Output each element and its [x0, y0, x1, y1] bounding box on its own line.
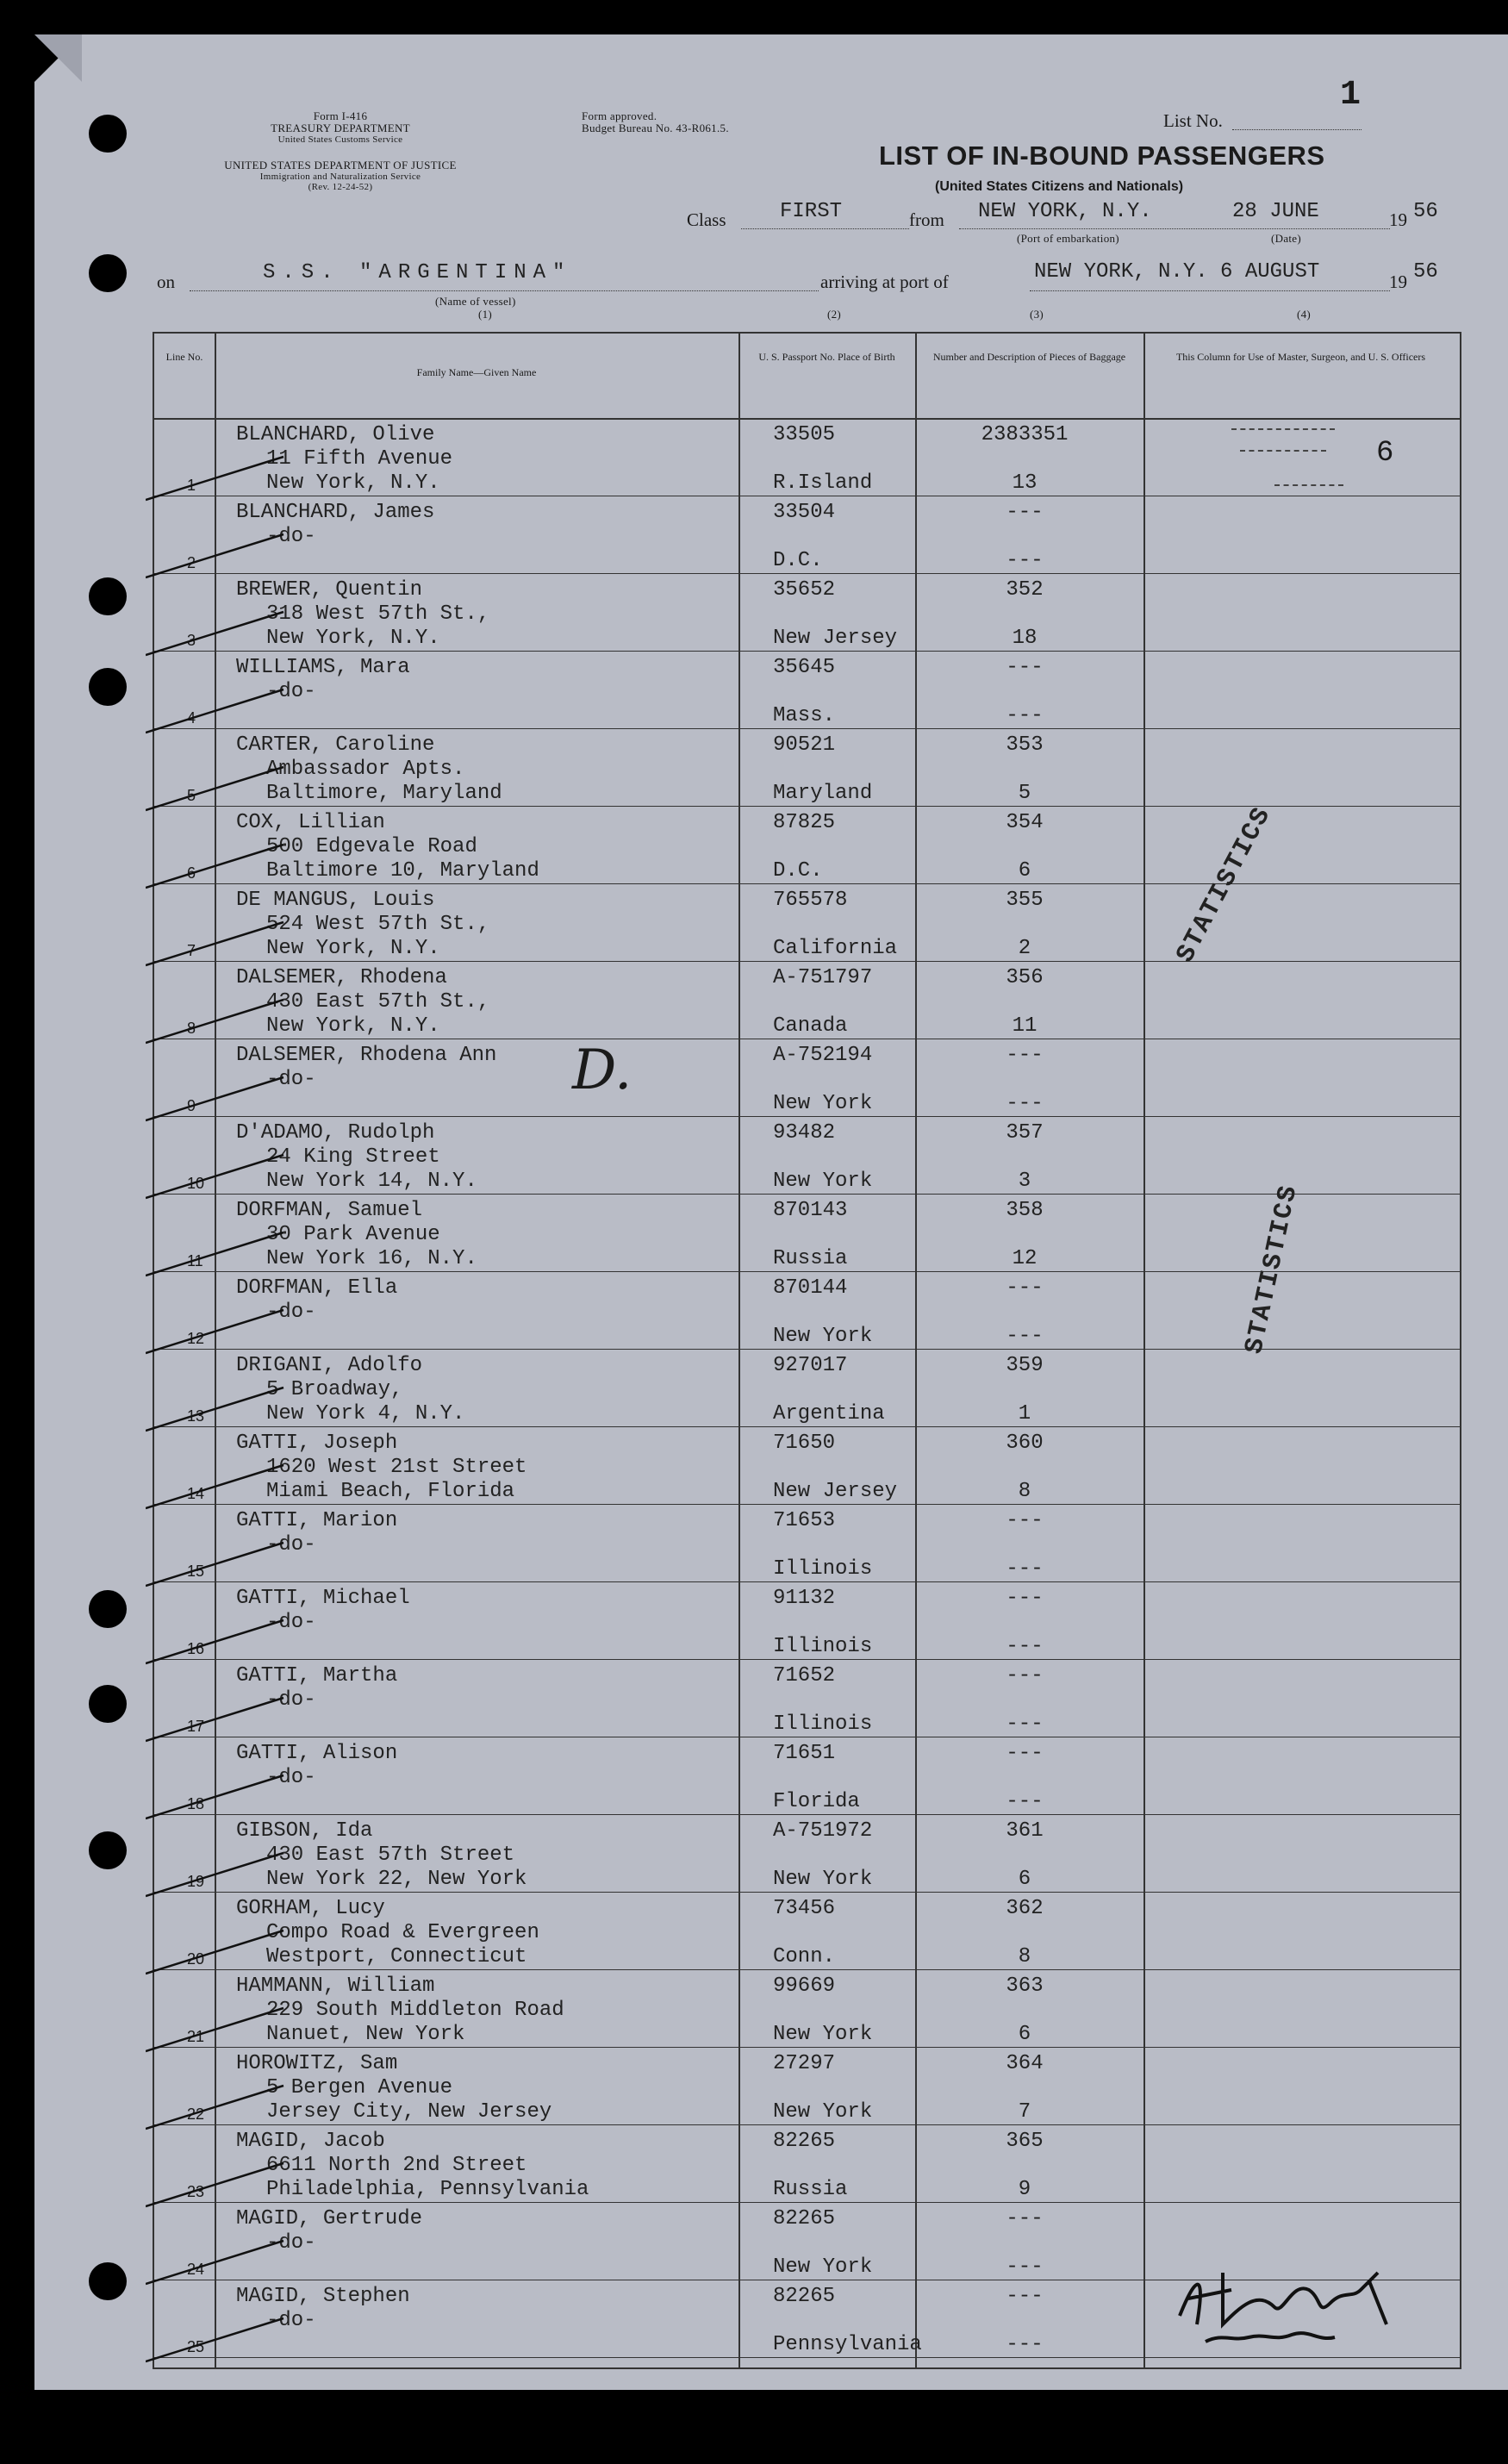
baggage-count: 1: [1018, 1402, 1031, 1425]
passenger-name: HAMMANN, William: [236, 1974, 435, 1998]
place-of-birth: New York: [773, 2100, 873, 2124]
table-row: [154, 1659, 1460, 1737]
address-line-1: 5 Broadway,: [266, 1378, 403, 1401]
table-row: [154, 496, 1460, 573]
address-line-1: 318 West 57th St.,: [266, 602, 490, 626]
baggage-count: ---: [1006, 1325, 1044, 1348]
vessel-caption: (Name of vessel): [435, 295, 516, 308]
address-line-1: -do-: [266, 1611, 316, 1634]
baggage-number: 353: [1006, 733, 1044, 757]
binder-hole: [89, 668, 127, 706]
place-of-birth: Illinois: [773, 1557, 873, 1581]
table-row: [154, 2047, 1460, 2124]
baggage-count: 3: [1018, 1170, 1031, 1193]
address-line-1: 430 East 57th St.,: [266, 990, 490, 1014]
place-of-birth: Illinois: [773, 1712, 873, 1736]
folded-corner: [34, 34, 82, 82]
line-number: 21: [187, 2028, 205, 2045]
officer-mark: 6: [1376, 437, 1394, 470]
address-line-1: Ambassador Apts.: [266, 758, 465, 781]
line-number: 8: [187, 1020, 196, 1037]
place-of-birth: R.Island: [773, 471, 873, 495]
passport-number: 71653: [773, 1509, 836, 1532]
from-underline: [959, 228, 1390, 229]
table-row: [154, 2124, 1460, 2202]
justice-label: UNITED STATES DEPARTMENT OF JUSTICE: [224, 159, 457, 172]
passenger-name: DE MANGUS, Louis: [236, 889, 435, 912]
baggage-count: 7: [1018, 2100, 1031, 2124]
date-caption: (Date): [1271, 232, 1301, 245]
passport-number: 870144: [773, 1276, 848, 1300]
handwritten-signature: [1171, 2255, 1447, 2359]
line-number: 4: [187, 709, 196, 727]
table-row: [154, 651, 1460, 728]
officer-dash: [1240, 450, 1326, 452]
baggage-count: ---: [1006, 1092, 1044, 1115]
line-number: 16: [187, 1640, 205, 1657]
form-number: Form I-416: [313, 109, 368, 122]
address-line-2: New York, N.Y.: [266, 1014, 440, 1038]
baggage-count: ---: [1006, 704, 1044, 727]
passport-number: 87825: [773, 811, 836, 834]
passport-number: 71651: [773, 1742, 836, 1765]
passenger-name: BREWER, Quentin: [236, 578, 423, 602]
line-number: 19: [187, 1873, 205, 1890]
baggage-number: 363: [1006, 1974, 1044, 1998]
baggage-count: 5: [1018, 782, 1031, 805]
address-line-2: Nanuet, New York: [266, 2023, 465, 2046]
address-line-1: -do-: [266, 1068, 316, 1091]
table-row: [154, 573, 1460, 651]
binder-hole: [89, 1590, 127, 1628]
place-of-birth: New York: [773, 1868, 873, 1891]
baggage-number: 354: [1006, 811, 1044, 834]
table-row: [154, 728, 1460, 806]
address-line-1: -do-: [266, 680, 316, 703]
page-subtitle: (United States Citizens and Nationals): [935, 179, 1184, 194]
baggage-count: 13: [1012, 471, 1038, 495]
col-number-1: (1): [478, 308, 493, 321]
passenger-name: HOROWITZ, Sam: [236, 2052, 398, 2075]
baggage-number: 357: [1006, 1121, 1044, 1145]
address-line-2: Philadelphia, Pennsylvania: [266, 2178, 589, 2201]
baggage-count: ---: [1006, 549, 1044, 572]
table-row: [154, 961, 1460, 1039]
arrival-underline: [1030, 290, 1390, 291]
passport-number: 99669: [773, 1974, 836, 1998]
baggage-number: 359: [1006, 1354, 1044, 1377]
baggage-number: ---: [1006, 2207, 1044, 2230]
address-line-2: New York, N.Y.: [266, 937, 440, 960]
line-number: 24: [187, 2261, 205, 2278]
col-number-2: (2): [827, 308, 842, 321]
vessel-name: S.S. "ARGENTINA": [263, 261, 572, 284]
officer-dash: [1231, 428, 1335, 430]
passenger-name: WILLIAMS, Mara: [236, 656, 410, 679]
place-of-birth: California: [773, 937, 898, 960]
table-row: [154, 1039, 1460, 1116]
baggage-number: 364: [1006, 2052, 1044, 2075]
baggage-number: 358: [1006, 1199, 1044, 1222]
from-label: from: [909, 209, 944, 230]
place-of-birth: New York: [773, 2255, 873, 2279]
line-number: 2: [187, 554, 196, 571]
address-line-2: New York 16, N.Y.: [266, 1247, 477, 1270]
handwritten-d: D.: [572, 1039, 632, 1102]
passenger-name: GIBSON, Ida: [236, 1819, 373, 1843]
baggage-number: ---: [1006, 2285, 1044, 2308]
class-underline: [741, 228, 909, 229]
address-line-2: New York, N.Y.: [266, 627, 440, 650]
address-line-1: -do-: [266, 1301, 316, 1324]
passenger-name: DORFMAN, Ella: [236, 1276, 398, 1300]
baggage-count: 12: [1012, 1247, 1038, 1270]
baggage-number: ---: [1006, 501, 1044, 524]
passport-number: 870143: [773, 1199, 848, 1222]
address-line-1: 11 Fifth Avenue: [266, 447, 453, 471]
baggage-number: 356: [1006, 966, 1044, 989]
address-line-2: New York 4, N.Y.: [266, 1402, 465, 1425]
place-of-birth: New York: [773, 1170, 873, 1193]
ins-label: Immigration and Naturalization Service: [259, 172, 421, 182]
passenger-name: D'ADAMO, Rudolph: [236, 1121, 435, 1145]
baggage-number: ---: [1006, 1044, 1044, 1067]
passport-number: 91132: [773, 1587, 836, 1610]
address-line-1: 24 King Street: [266, 1145, 440, 1169]
line-number: 17: [187, 1718, 205, 1735]
list-no-underline: [1232, 129, 1362, 130]
place-of-birth: D.C.: [773, 549, 823, 572]
table-row: [154, 1116, 1460, 1194]
place-of-birth: Argentina: [773, 1402, 885, 1425]
passenger-name: GATTI, Alison: [236, 1742, 398, 1765]
col-number-3: (3): [1030, 308, 1044, 321]
arriving-label: arriving at port of: [820, 271, 949, 292]
passenger-name: GATTI, Martha: [236, 1664, 398, 1687]
address-line-1: -do-: [266, 1688, 316, 1712]
binder-hole: [89, 115, 127, 153]
passport-number: 27297: [773, 2052, 836, 2075]
table-row: [154, 1581, 1460, 1659]
baggage-count: 9: [1018, 2178, 1031, 2201]
passenger-name: BLANCHARD, Olive: [236, 423, 435, 446]
line-number: 9: [187, 1097, 196, 1114]
passenger-name: MAGID, Stephen: [236, 2285, 410, 2308]
baggage-number: 355: [1006, 889, 1044, 912]
passport-number: 33504: [773, 501, 836, 524]
place-of-birth: Mass.: [773, 704, 836, 727]
passenger-name: CARTER, Caroline: [236, 733, 435, 757]
table-row: [154, 1814, 1460, 1892]
passenger-name: DALSEMER, Rhodena Ann: [236, 1044, 497, 1067]
line-number: 14: [187, 1485, 205, 1502]
line-number: 11: [187, 1252, 203, 1269]
col-header-baggage: Number and Description of Pieces of Baggage: [932, 351, 1126, 363]
table-row: [154, 1969, 1460, 2047]
table-row: [154, 1426, 1460, 1504]
passenger-name: GATTI, Michael: [236, 1587, 410, 1610]
passport-number: 35652: [773, 578, 836, 602]
baggage-count: 8: [1018, 1480, 1031, 1503]
baggage-number: 2383351: [981, 423, 1069, 446]
address-line-2: New York 22, New York: [266, 1868, 527, 1891]
place-of-birth: Maryland: [773, 782, 873, 805]
address-line-1: 6611 North 2nd Street: [266, 2154, 527, 2177]
line-number: 22: [187, 2105, 205, 2123]
passport-number: 71650: [773, 1432, 836, 1455]
address-line-1: 5 Bergen Avenue: [266, 2076, 453, 2099]
line-number: 23: [187, 2183, 205, 2200]
place-of-birth: Russia: [773, 1247, 848, 1270]
address-line-1: -do-: [266, 1766, 316, 1789]
address-line-1: -do-: [266, 525, 316, 548]
passport-number: 71652: [773, 1664, 836, 1687]
passport-number: 90521: [773, 733, 836, 757]
check-mark: [146, 2314, 292, 2366]
col-header-line-no: Line No.: [165, 351, 203, 363]
col-header-passport: U. S. Passport No. Place of Birth: [758, 351, 895, 363]
baggage-count: 6: [1018, 859, 1031, 883]
arrival-year: 56: [1413, 260, 1438, 284]
line-number: 25: [187, 2338, 205, 2355]
passenger-name: GATTI, Joseph: [236, 1432, 398, 1455]
address-line-2: Baltimore 10, Maryland: [266, 859, 539, 883]
line-number: 7: [187, 942, 196, 959]
table-row: [154, 1349, 1460, 1426]
address-line-1: 1620 West 21st Street: [266, 1456, 527, 1479]
baggage-count: 11: [1012, 1014, 1038, 1038]
table-row: [154, 1737, 1460, 1814]
passenger-name: BLANCHARD, James: [236, 501, 435, 524]
address-line-1: -do-: [266, 2309, 316, 2332]
baggage-count: 6: [1018, 2023, 1031, 2046]
address-line-2: Baltimore, Maryland: [266, 782, 502, 805]
line-number: 12: [187, 1330, 205, 1347]
table-row: [154, 883, 1460, 961]
officer-dash: [1274, 484, 1343, 486]
approval-block: [582, 110, 729, 134]
col-number-4: (4): [1297, 308, 1312, 321]
passport-number: 33505: [773, 423, 836, 446]
baggage-number: 362: [1006, 1897, 1044, 1920]
page-title: LIST OF IN-BOUND PASSENGERS: [879, 140, 1325, 171]
address-line-1: 524 West 57th St.,: [266, 913, 490, 936]
place-of-birth: New Jersey: [773, 1480, 898, 1503]
baggage-number: 361: [1006, 1819, 1044, 1843]
embarkation-date: 28 JUNE: [1232, 200, 1319, 223]
on-label: on: [157, 271, 175, 292]
passport-number: 35645: [773, 656, 836, 679]
place-of-birth: New York: [773, 2023, 873, 2046]
baggage-count: ---: [1006, 1712, 1044, 1736]
table-row: [154, 1892, 1460, 1969]
baggage-count: ---: [1006, 2333, 1044, 2356]
passport-number: 82265: [773, 2207, 836, 2230]
baggage-count: ---: [1006, 1557, 1044, 1581]
embarkation-year: 56: [1413, 200, 1438, 223]
baggage-count: ---: [1006, 2255, 1044, 2279]
address-line-2: Miami Beach, Florida: [266, 1480, 515, 1503]
port-embark-caption: (Port of embarkation): [1017, 232, 1119, 245]
address-line-2: New York, N.Y.: [266, 471, 440, 495]
passport-number: A-752194: [773, 1044, 873, 1067]
baggage-number: ---: [1006, 656, 1044, 679]
passport-number: 82265: [773, 2130, 836, 2153]
place-of-birth: New York: [773, 1092, 873, 1115]
line-number: 6: [187, 864, 196, 882]
place-of-birth: Florida: [773, 1790, 860, 1813]
passenger-table: [153, 332, 1461, 2369]
line-number: 15: [187, 1563, 205, 1580]
line-number: 5: [187, 787, 196, 804]
passport-number: A-751972: [773, 1819, 873, 1843]
address-line-1: 30 Park Avenue: [266, 1223, 440, 1246]
line-number: 3: [187, 632, 196, 649]
passenger-name: MAGID, Jacob: [236, 2130, 385, 2153]
baggage-number: ---: [1006, 1587, 1044, 1610]
place-of-birth: New York: [773, 1325, 873, 1348]
passport-number: 73456: [773, 1897, 836, 1920]
place-of-birth: New Jersey: [773, 627, 898, 650]
passport-number: A-751797: [773, 966, 873, 989]
baggage-number: ---: [1006, 1276, 1044, 1300]
customs-label: United States Customs Service: [277, 134, 403, 145]
baggage-count: 18: [1012, 627, 1038, 650]
line-number: 20: [187, 1950, 205, 1968]
treasury-label: TREASURY DEPARTMENT: [271, 122, 410, 134]
baggage-count: ---: [1006, 1635, 1044, 1658]
revision-label: (Rev. 12-24-52): [308, 182, 373, 192]
justice-block: [151, 159, 530, 192]
year-prefix: 19: [1389, 209, 1407, 230]
statistics-stamp: STATISTICS: [1240, 1182, 1305, 1357]
col-header-officers: This Column for Use of Master, Surgeon, and U. S. Officers: [1175, 351, 1426, 363]
passenger-name: DORFMAN, Samuel: [236, 1199, 423, 1222]
address-line-1: 500 Edgevale Road: [266, 835, 477, 858]
passenger-name: COX, Lillian: [236, 811, 385, 834]
budget-bureau-label: Budget Bureau No. 43-R061.5.: [582, 122, 729, 134]
place-of-birth: Pennsylvania: [773, 2333, 922, 2356]
baggage-count: 8: [1018, 1945, 1031, 1968]
address-line-1: 430 East 57th Street: [266, 1843, 515, 1867]
binder-hole: [89, 1831, 127, 1869]
line-number: 18: [187, 1795, 205, 1812]
passenger-name: GATTI, Marion: [236, 1509, 398, 1532]
address-line-1: 229 South Middleton Road: [266, 1999, 564, 2022]
passport-number: 93482: [773, 1121, 836, 1145]
binder-hole: [89, 577, 127, 615]
passport-number: 82265: [773, 2285, 836, 2308]
table-row: [154, 1504, 1460, 1581]
address-line-1: Compo Road & Evergreen: [266, 1921, 539, 1944]
address-line-2: New York 14, N.Y.: [266, 1170, 477, 1193]
line-number: 10: [187, 1175, 205, 1192]
list-no-label: List No.: [1163, 110, 1223, 131]
statistics-stamp: STATISTICS: [1171, 802, 1278, 968]
place-of-birth: D.C.: [773, 859, 823, 883]
baggage-number: ---: [1006, 1664, 1044, 1687]
passport-number: 927017: [773, 1354, 848, 1377]
port-of-embarkation: NEW YORK, N.Y.: [978, 200, 1152, 223]
baggage-number: 352: [1006, 578, 1044, 602]
passenger-name: GORHAM, Lucy: [236, 1897, 385, 1920]
address-line-1: -do-: [266, 1533, 316, 1556]
class-value: FIRST: [780, 200, 843, 223]
line-number: 1: [187, 477, 196, 494]
passenger-name: MAGID, Gertrude: [236, 2207, 423, 2230]
baggage-count: 2: [1018, 937, 1031, 960]
place-of-birth: Conn.: [773, 1945, 836, 1968]
arrival-year-prefix: 19: [1389, 271, 1407, 292]
address-line-1: -do-: [266, 2231, 316, 2255]
address-line-2: Westport, Connecticut: [266, 1945, 527, 1968]
place-of-birth: Russia: [773, 2178, 848, 2201]
vessel-underline: [190, 290, 819, 291]
passenger-name: DALSEMER, Rhodena: [236, 966, 447, 989]
place-of-birth: Canada: [773, 1014, 848, 1038]
binder-hole: [89, 1685, 127, 1723]
address-line-2: Jersey City, New Jersey: [266, 2100, 552, 2124]
baggage-number: ---: [1006, 1742, 1044, 1765]
passenger-name: DRIGANI, Adolfo: [236, 1354, 423, 1377]
form-agency-block: [203, 110, 478, 145]
line-number: 13: [187, 1407, 205, 1425]
binder-hole: [89, 2262, 127, 2300]
passport-number: 765578: [773, 889, 848, 912]
baggage-count: ---: [1006, 1790, 1044, 1813]
baggage-count: 6: [1018, 1868, 1031, 1891]
baggage-number: 365: [1006, 2130, 1044, 2153]
form-approved-label: Form approved.: [582, 109, 657, 122]
col-header-name: Family Name—Given Name: [416, 366, 537, 378]
binder-hole: [89, 254, 127, 292]
place-of-birth: Illinois: [773, 1635, 873, 1658]
arrival-port-date: NEW YORK, N.Y. 6 AUGUST: [1034, 260, 1320, 284]
baggage-number: ---: [1006, 1509, 1044, 1532]
list-no-value: 1: [1340, 76, 1362, 115]
class-label: Class: [687, 209, 726, 230]
baggage-number: 360: [1006, 1432, 1044, 1455]
